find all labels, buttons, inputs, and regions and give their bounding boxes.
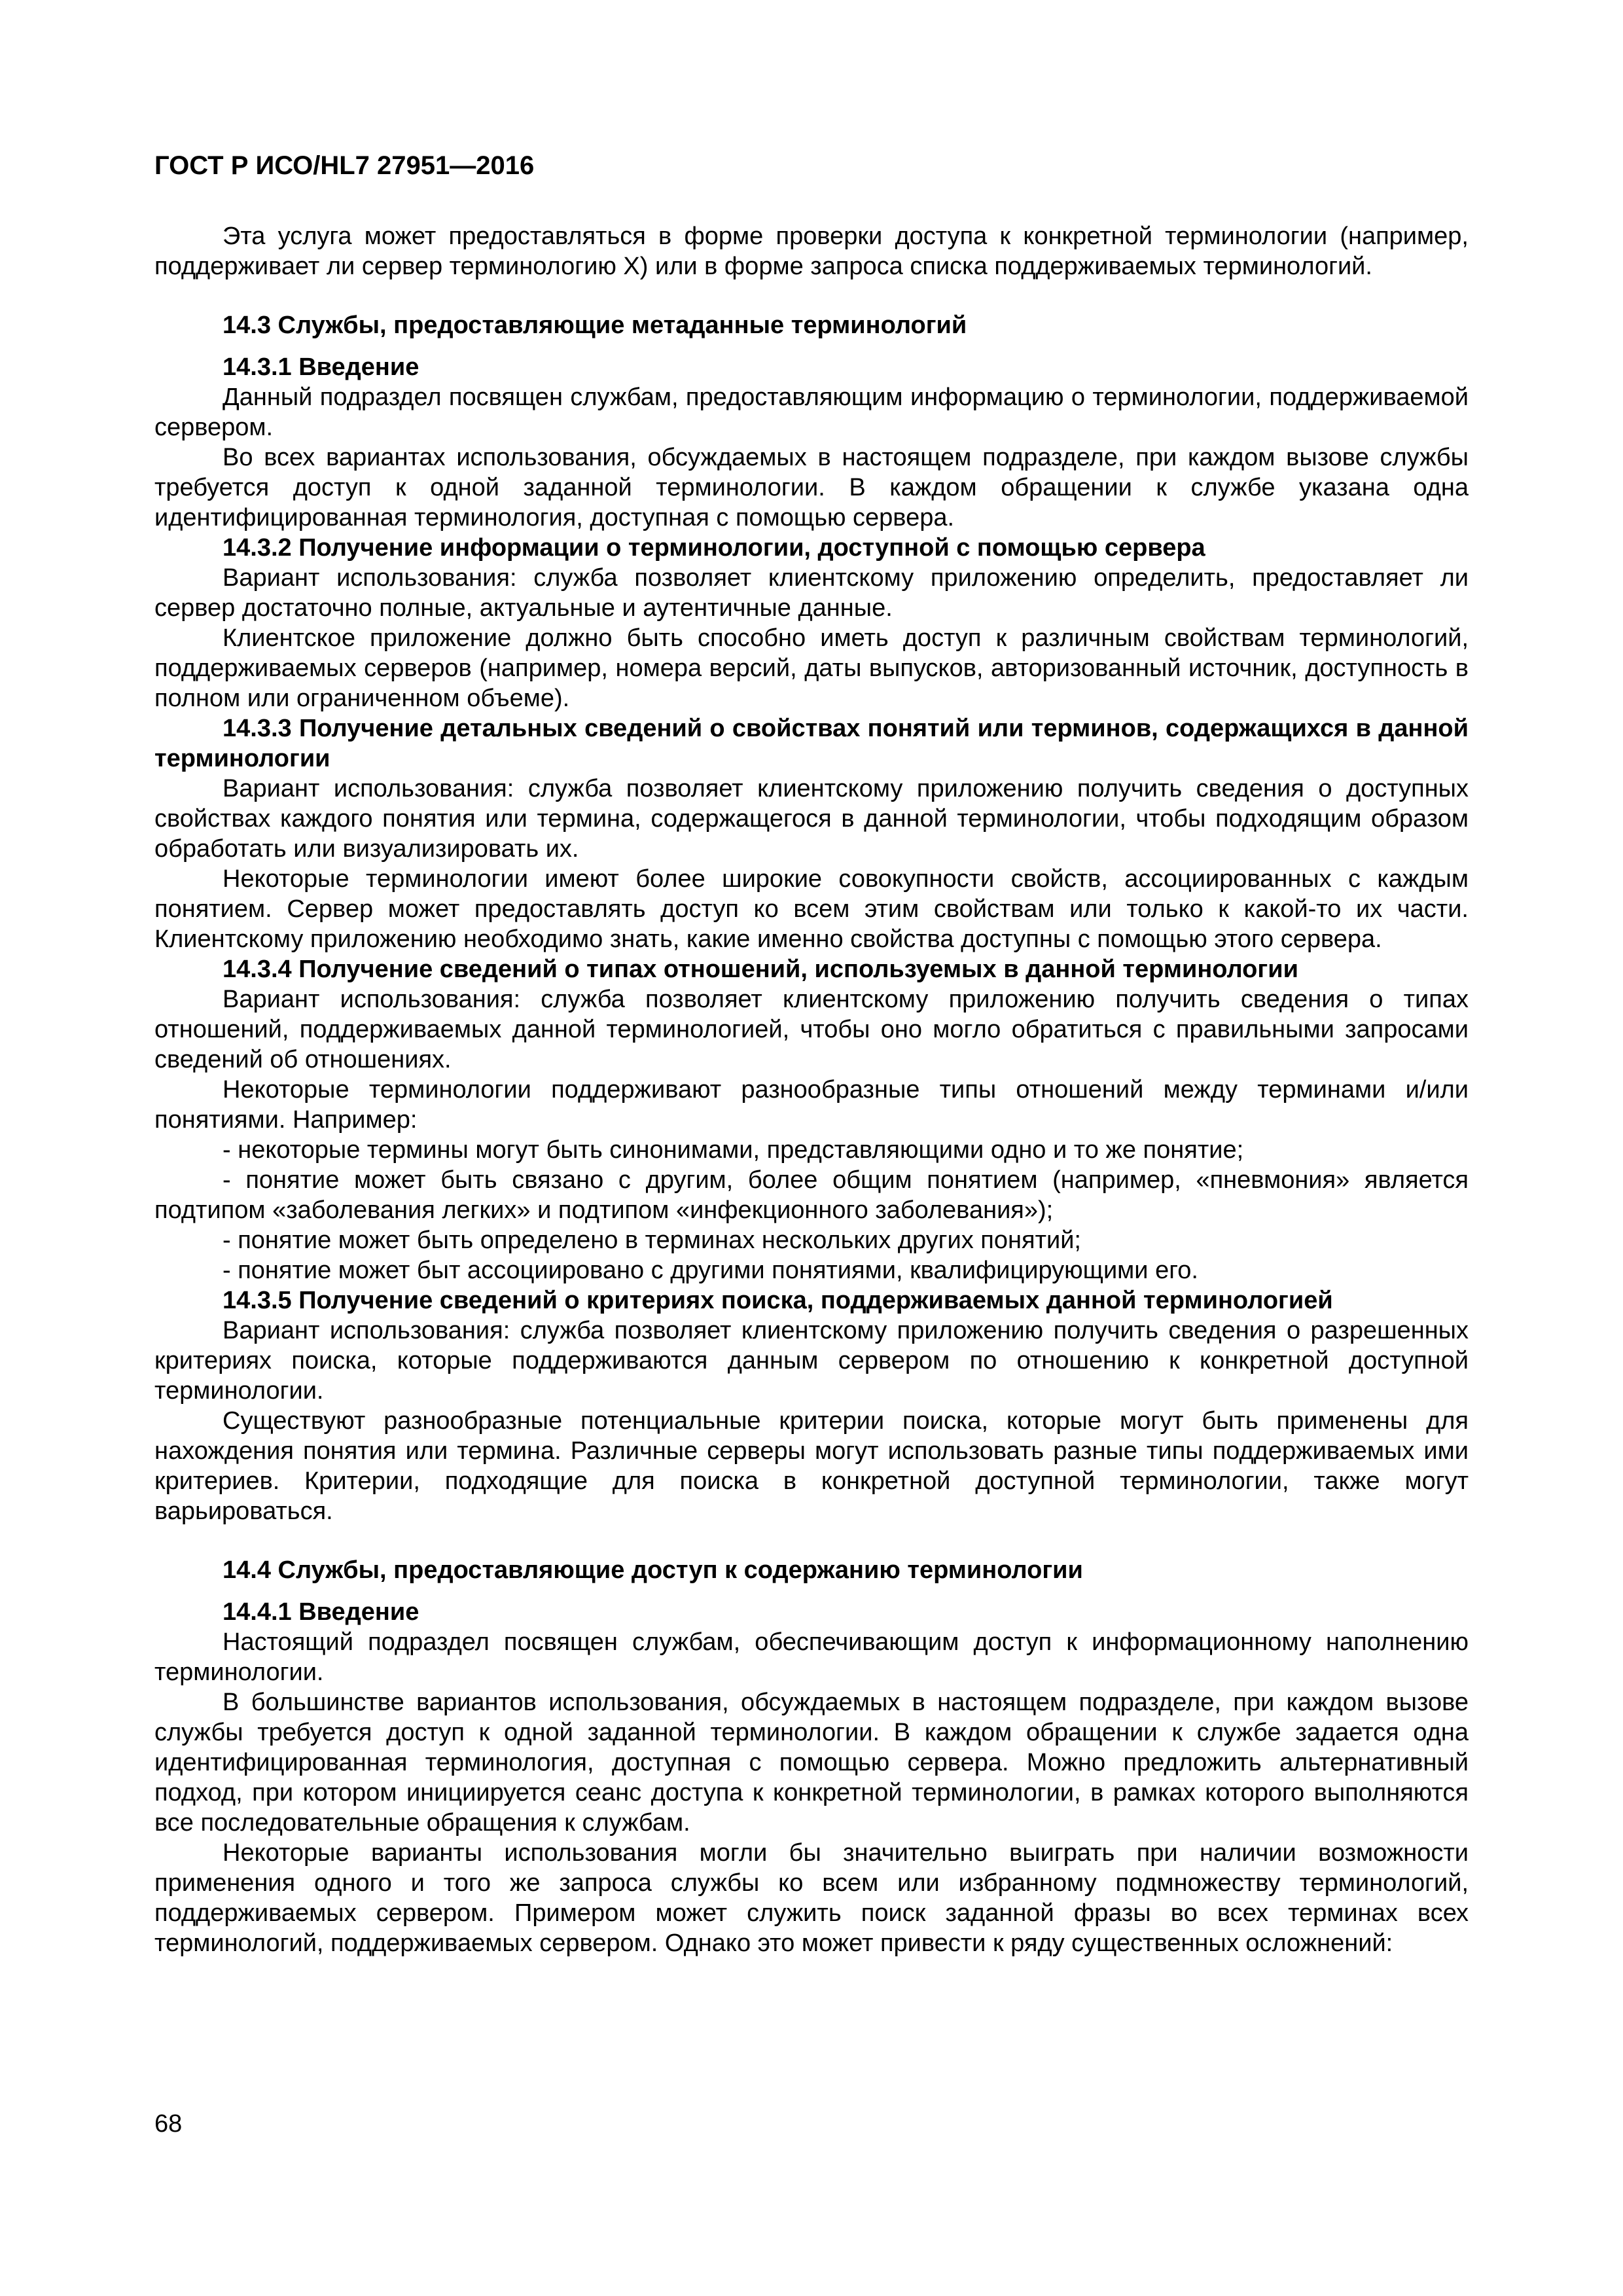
subsection-heading-14-3-3: 14.3.3 Получение детальных сведений о свойствах понятий или терминов, содержащихся в данной терминологии bbox=[154, 715, 1469, 772]
section-heading-14-3: 14.3 Службы, предоставляющие метаданные терминологий bbox=[223, 312, 967, 339]
page-number: 68 bbox=[154, 2110, 183, 2138]
list-item: - понятие может быт ассоциировано с другими понятиями, квалифицирующими его. bbox=[223, 1257, 1198, 1284]
paragraph: Вариант использования: служба позволяет клиентскому приложению получить сведения о типах отношений, поддерживаемых данной терминологией, чтобы оно могло обратиться с правильными запросами сведений об отношениях. bbox=[154, 986, 1469, 1073]
subsection-heading-14-3-4: 14.3.4 Получение сведений о типах отношений, используемых в данной терминологии bbox=[223, 956, 1298, 983]
paragraph: Во всех вариантах использования, обсуждаемых в настоящем подразделе, при каждом вызове службы требуется доступ к одной заданной терминологии. В каждом обращении к службе указана одна идентифицированная терминология, доступная с помощью сервера. bbox=[154, 444, 1469, 531]
document-code-header: ГОСТ Р ИСО/HL7 27951—2016 bbox=[154, 151, 535, 180]
subsection-heading-14-3-5: 14.3.5 Получение сведений о критериях поиска, поддерживаемых данной терминологией bbox=[223, 1287, 1333, 1314]
paragraph: Вариант использования: служба позволяет клиентскому приложению получить сведения о разрешенных критериях поиска, которые поддерживаются данным сервером по отношению к конкретной доступной терминологии. bbox=[154, 1317, 1469, 1405]
subsection-heading-14-4-1: 14.4.1 Введение bbox=[223, 1598, 419, 1626]
paragraph: Вариант использования: служба позволяет клиентскому приложению получить сведения о доступных свойствах каждого понятия или термина, содержащегося в данной терминологии, чтобы подходящим образом обработать или визуализировать их. bbox=[154, 775, 1469, 863]
list-item: - понятие может быть определено в терминах нескольких других понятий; bbox=[223, 1227, 1081, 1254]
paragraph: Данный подраздел посвящен службам, предоставляющим информацию о терминологии, поддерживаемой сервером. bbox=[154, 384, 1469, 441]
document-page bbox=[154, 151, 1469, 1958]
paragraph: Некоторые терминологии имеют более широкие совокупности свойств, ассоциированных с каждым понятием. Сервер может предоставлять доступ ко всем этим свойствам или только к какой-то их части. Клиентскому приложению необходимо знать, какие именно свойства доступны с помощью этого сервера. bbox=[154, 865, 1469, 953]
paragraph: Эта услуга может предоставляться в форме проверки доступа к конкретной терминологии (например, поддерживает ли сервер терминологию X) или в форме запроса списка поддерживаемых терминологий. bbox=[154, 223, 1469, 280]
paragraph: Вариант использования: служба позволяет клиентскому приложению определить, предоставляет ли сервер достаточно полные, актуальные и аутентичные данные. bbox=[154, 564, 1469, 622]
paragraph: Некоторые терминологии поддерживают разнообразные типы отношений между терминами и/или понятиями. Например: bbox=[154, 1076, 1469, 1134]
paragraph: Настоящий подраздел посвящен службам, обеспечивающим доступ к информационному наполнению терминологии. bbox=[154, 1628, 1469, 1686]
paragraph: Существуют разнообразные потенциальные критерии поиска, которые могут быть применены для нахождения понятия или термина. Различные серверы могут использовать разные типы поддерживаемых ими критериев. Критерии, подходящие для поиска в конкретной доступной терминологии, также могут варьироваться. bbox=[154, 1407, 1469, 1525]
subsection-heading-14-3-1: 14.3.1 Введение bbox=[223, 353, 419, 381]
subsection-heading-14-3-2: 14.3.2 Получение информации о терминологии, доступной с помощью сервера bbox=[223, 534, 1205, 562]
list-item: - понятие может быть связано с другим, более общим понятием (например, «пневмония» является подтипом «заболевания легких» и подтипом «инфекционного заболевания»); bbox=[154, 1166, 1469, 1224]
paragraph: В большинстве вариантов использования, обсуждаемых в настоящем подразделе, при каждом вызове службы требуется доступ к одной заданной терминологии. В каждом обращении к службе задается одна идентифицированная терминология, доступная с помощью сервера. Можно предложить альтернативный подход, при котором инициируется сеанс доступа к конкретной терминологии, в рамках которого выполняются все последовательные обращения к службам. bbox=[154, 1689, 1469, 1837]
paragraph: Некоторые варианты использования могли бы значительно выиграть при наличии возможности применения одного и того же запроса службы ко всем или избранному подмножеству терминологий, поддерживаемых сервером. Примером может служить поиск заданной фразы во всех терминах всех терминологий, поддерживаемых сервером. Однако это может привести к ряду существенных осложнений: bbox=[154, 1839, 1469, 1957]
section-heading-14-4: 14.4 Службы, предоставляющие доступ к содержанию терминологии bbox=[223, 1556, 1083, 1584]
paragraph: Клиентское приложение должно быть способно иметь доступ к различным свойствам терминологий, поддерживаемых серверов (например, номера версий, даты выпусков, авторизованный источник, доступность в полном или ограниченном объеме). bbox=[154, 624, 1469, 712]
list-item: - некоторые термины могут быть синонимами, представляющими одно и то же понятие; bbox=[223, 1136, 1244, 1164]
